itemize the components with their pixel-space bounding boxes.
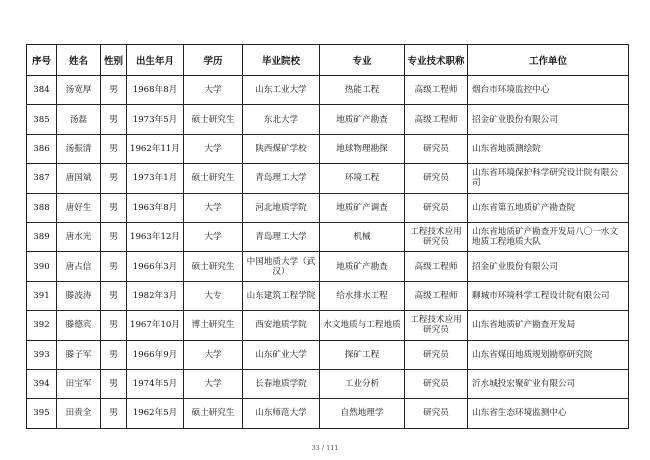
cell-title: 高级工程师 — [405, 252, 468, 281]
cell-school: 东北大学 — [243, 105, 320, 134]
cell-employer: 烟台市环境监控中心 — [468, 76, 629, 105]
cell-gender: 男 — [101, 369, 127, 398]
cell-title: 研究员 — [405, 340, 468, 369]
cell-title: 研究员 — [405, 369, 468, 398]
cell-major: 自然地理学 — [320, 399, 405, 428]
cell-major: 环境工程 — [320, 164, 405, 193]
header-gender: 性别 — [101, 45, 127, 76]
cell-gender: 男 — [101, 252, 127, 281]
cell-title: 研究员 — [405, 134, 468, 163]
cell-title: 高级工程师 — [405, 105, 468, 134]
cell-index: 391 — [27, 281, 57, 310]
cell-index: 384 — [27, 76, 57, 105]
cell-school: 青岛理工大学 — [243, 164, 320, 193]
cell-gender: 男 — [101, 281, 127, 310]
cell-major: 地球物理勘探 — [320, 134, 405, 163]
cell-name: 田贵全 — [57, 399, 101, 428]
cell-birth: 1962年11月 — [127, 134, 184, 163]
cell-school: 河北地质学院 — [243, 193, 320, 222]
header-name: 姓名 — [57, 45, 101, 76]
cell-major: 地质矿产勘查 — [320, 252, 405, 281]
cell-name: 唐水光 — [57, 222, 101, 251]
header-school: 毕业院校 — [243, 45, 320, 76]
cell-gender: 男 — [101, 340, 127, 369]
header-birth: 出生年月 — [127, 45, 184, 76]
cell-education: 硕士研究生 — [184, 164, 243, 193]
cell-employer: 招金矿业股份有限公司 — [468, 252, 629, 281]
cell-title: 研究员 — [405, 399, 468, 428]
header-employer: 工作单位 — [468, 45, 629, 76]
cell-gender: 男 — [101, 311, 127, 340]
table-row — [27, 281, 629, 310]
cell-name: 汤磊 — [57, 105, 101, 134]
cell-school: 青岛理工大学 — [243, 222, 320, 251]
cell-gender: 男 — [101, 193, 127, 222]
table-row — [27, 340, 629, 369]
table-row — [27, 76, 629, 105]
cell-education: 大学 — [184, 134, 243, 163]
cell-employer: 山东省地质矿产勘查开发局 — [468, 311, 629, 340]
cell-major: 工业分析 — [320, 369, 405, 398]
table-body — [27, 76, 629, 429]
cell-education: 大学 — [184, 193, 243, 222]
table-row — [27, 105, 629, 134]
header-title: 专业技术职称 — [405, 45, 468, 76]
personnel-table — [26, 44, 629, 429]
cell-index: 387 — [27, 164, 57, 193]
cell-school: 山东建筑工程学院 — [243, 281, 320, 310]
cell-birth: 1974年5月 — [127, 369, 184, 398]
cell-education: 大学 — [184, 222, 243, 251]
cell-name: 田宝军 — [57, 369, 101, 398]
cell-birth: 1973年1月 — [127, 164, 184, 193]
cell-birth: 1963年8月 — [127, 193, 184, 222]
cell-employer: 沂水城投宏聚矿业有限公司 — [468, 369, 629, 398]
cell-employer: 山东省环境保护科学研究设计院有限公司 — [468, 164, 629, 193]
header-index: 序号 — [27, 45, 57, 76]
cell-index: 385 — [27, 105, 57, 134]
cell-education: 硕士研究生 — [184, 399, 243, 428]
cell-birth: 1966年9月 — [127, 340, 184, 369]
cell-name: 唐占信 — [57, 252, 101, 281]
header-row — [27, 45, 629, 76]
cell-title: 高级工程师 — [405, 76, 468, 105]
header-education: 学历 — [184, 45, 243, 76]
cell-title: 高级工程师 — [405, 281, 468, 310]
cell-school: 西安地质学院 — [243, 311, 320, 340]
cell-education: 硕士研究生 — [184, 105, 243, 134]
cell-name: 汤振清 — [57, 134, 101, 163]
cell-school: 长春地质学院 — [243, 369, 320, 398]
cell-name: 滕波涛 — [57, 281, 101, 310]
cell-school: 山东矿业大学 — [243, 340, 320, 369]
cell-title: 研究员 — [405, 193, 468, 222]
cell-birth: 1967年10月 — [127, 311, 184, 340]
table-row — [27, 164, 629, 193]
cell-birth: 1963年12月 — [127, 222, 184, 251]
table-row — [27, 399, 629, 428]
cell-employer: 山东省第五地质矿产勘查院 — [468, 193, 629, 222]
cell-name: 滕子军 — [57, 340, 101, 369]
cell-title: 工程技术应用研究员 — [405, 311, 468, 340]
cell-birth: 1962年5月 — [127, 399, 184, 428]
cell-education: 博士研究生 — [184, 311, 243, 340]
cell-birth: 1966年3月 — [127, 252, 184, 281]
cell-gender: 男 — [101, 222, 127, 251]
cell-major: 热能工程 — [320, 76, 405, 105]
cell-gender: 男 — [101, 164, 127, 193]
cell-school: 陕西煤矿学校 — [243, 134, 320, 163]
cell-major: 给水排水工程 — [320, 281, 405, 310]
cell-name: 汤宽厚 — [57, 76, 101, 105]
cell-name: 唐国斌 — [57, 164, 101, 193]
cell-index: 394 — [27, 369, 57, 398]
table-row — [27, 222, 629, 251]
cell-name: 唐好生 — [57, 193, 101, 222]
cell-education: 大学 — [184, 340, 243, 369]
cell-gender: 男 — [101, 105, 127, 134]
cell-major: 机械 — [320, 222, 405, 251]
cell-major: 地质矿产调查 — [320, 193, 405, 222]
cell-employer: 山东省煤田地质规划勘察研究院 — [468, 340, 629, 369]
cell-education: 大专 — [184, 281, 243, 310]
cell-index: 389 — [27, 222, 57, 251]
cell-school: 山东工业大学 — [243, 76, 320, 105]
cell-education: 硕士研究生 — [184, 252, 243, 281]
header-major: 专业 — [320, 45, 405, 76]
cell-index: 392 — [27, 311, 57, 340]
cell-gender: 男 — [101, 399, 127, 428]
cell-education: 大学 — [184, 369, 243, 398]
cell-gender: 男 — [101, 134, 127, 163]
cell-education: 大学 — [184, 76, 243, 105]
cell-index: 388 — [27, 193, 57, 222]
cell-employer: 山东省地质测绘院 — [468, 134, 629, 163]
cell-birth: 1973年5月 — [127, 105, 184, 134]
page-number: 33 / 111 — [311, 444, 339, 452]
cell-employer: 聊城市环境科学工程设计院有限公司 — [468, 281, 629, 310]
cell-title: 研究员 — [405, 164, 468, 193]
cell-index: 386 — [27, 134, 57, 163]
cell-gender: 男 — [101, 76, 127, 105]
cell-birth: 1968年8月 — [127, 76, 184, 105]
table-row — [27, 369, 629, 398]
cell-school: 中国地质大学（武汉） — [243, 252, 320, 281]
cell-major: 地质矿产勘查 — [320, 105, 405, 134]
cell-school: 山东师范大学 — [243, 399, 320, 428]
cell-employer: 招金矿业股份有限公司 — [468, 105, 629, 134]
cell-birth: 1982年3月 — [127, 281, 184, 310]
cell-employer: 山东省地质矿产勘查开发局八〇一水文地质工程地质大队 — [468, 222, 629, 251]
table-row — [27, 311, 629, 340]
cell-index: 393 — [27, 340, 57, 369]
cell-major: 探矿工程 — [320, 340, 405, 369]
cell-employer: 山东省生态环境监测中心 — [468, 399, 629, 428]
table-row — [27, 252, 629, 281]
cell-index: 395 — [27, 399, 57, 428]
cell-name: 滕德宾 — [57, 311, 101, 340]
cell-title: 工程技术应用研究员 — [405, 222, 468, 251]
table-row — [27, 193, 629, 222]
cell-index: 390 — [27, 252, 57, 281]
cell-major: 水文地质与工程地质 — [320, 311, 405, 340]
table-row — [27, 134, 629, 163]
